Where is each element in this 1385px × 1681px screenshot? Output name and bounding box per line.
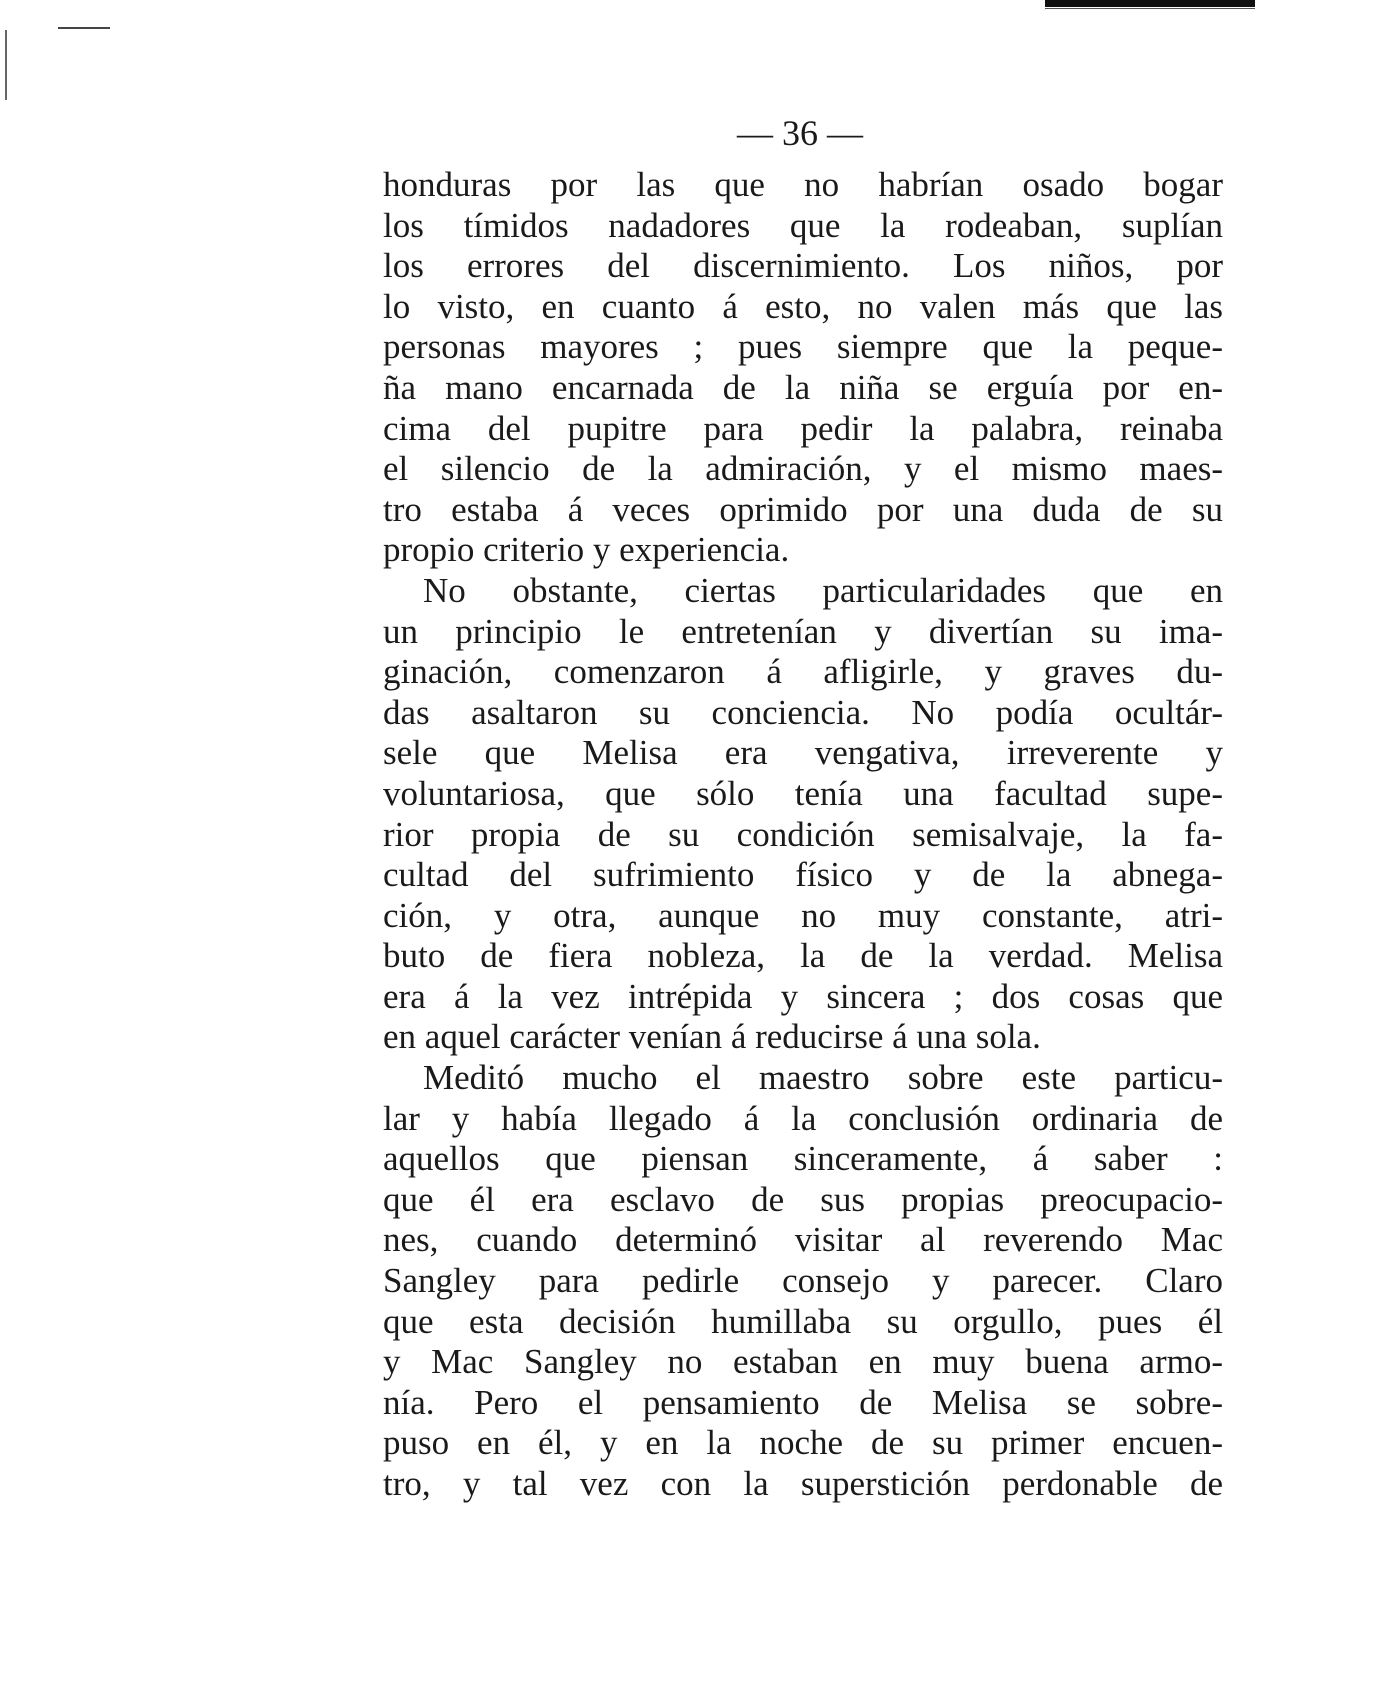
body-text (383, 165, 1223, 1505)
text-line: personas mayores ; pues siempre que la peque- (383, 327, 1223, 367)
scan-edge-mark (5, 30, 7, 100)
text-line: honduras por las que no habrían osado bogar (383, 165, 1223, 204)
text-line: propio criterio y experiencia. (383, 530, 790, 570)
text-line: nes, cuando determinó visitar al reverendo Mac (383, 1220, 1223, 1260)
text-line: cima del pupitre para pedir la palabra, reinaba (383, 408, 1223, 448)
text-line: lo visto, en cuanto á esto, no valen más que las (383, 286, 1223, 326)
text-line: No obstante, ciertas particularidades que en (423, 570, 1223, 610)
text-line: en aquel carácter venían á reducirse á una sola. (383, 1017, 1041, 1057)
text-line: y Mac Sangley no estaban en muy buena armo- (383, 1342, 1223, 1382)
text-line: que él era esclavo de sus propias preocupacio- (383, 1179, 1223, 1219)
text-line: ña mano encarnada de la niña se erguía por en- (383, 367, 1223, 407)
text-line: lar y había llegado á la conclusión ordinaria de (383, 1098, 1223, 1138)
text-line: el silencio de la admiración, y el mismo maes- (383, 449, 1223, 489)
text-line: das asaltaron su conciencia. No podía ocultár- (383, 692, 1223, 732)
text-line: los errores del discernimiento. Los niños, por (383, 246, 1223, 286)
text-line: aquellos que piensan sinceramente, á saber : (383, 1139, 1223, 1179)
decorative-rule-top (1045, 0, 1255, 7)
text-line: un principio le entretenían y divertían su ima- (383, 611, 1223, 651)
text-line: buto de fiera nobleza, la de la verdad. Melisa (383, 936, 1223, 976)
text-line: los tímidos nadadores que la rodeaban, suplían (383, 205, 1223, 245)
text-line: ción, y otra, aunque no muy constante, atri- (383, 895, 1223, 935)
text-line: nía. Pero el pensamiento de Melisa se sobre- (383, 1382, 1223, 1422)
text-line: tro, y tal vez con la superstición perdonable de (383, 1464, 1223, 1503)
page-number: — 36 — (737, 113, 863, 153)
text-line: voluntariosa, que sólo tenía una facultad supe- (383, 773, 1223, 813)
text-line: sele que Melisa era vengativa, irreverente y (383, 733, 1223, 773)
text-line: cultad del sufrimiento físico y de la abnega- (383, 855, 1223, 895)
text-line: ginación, comenzaron á afligirle, y graves du- (383, 652, 1223, 692)
decorative-rule-left (58, 27, 110, 29)
text-line: Sangley para pedirle consejo y parecer. Claro (383, 1261, 1223, 1301)
decorative-rule-top-thin (1045, 8, 1255, 9)
text-line: rior propia de su condición semisalvaje, la fa- (383, 814, 1223, 854)
text-line: puso en él, y en la noche de su primer encuen- (383, 1423, 1223, 1463)
text-line: era á la vez intrépida y sincera ; dos cosas que (383, 976, 1223, 1016)
text-line: Meditó mucho el maestro sobre este particu- (423, 1058, 1223, 1098)
text-line: tro estaba á veces oprimido por una duda de su (383, 489, 1223, 529)
text-line: que esta decisión humillaba su orgullo, pues él (383, 1301, 1223, 1341)
